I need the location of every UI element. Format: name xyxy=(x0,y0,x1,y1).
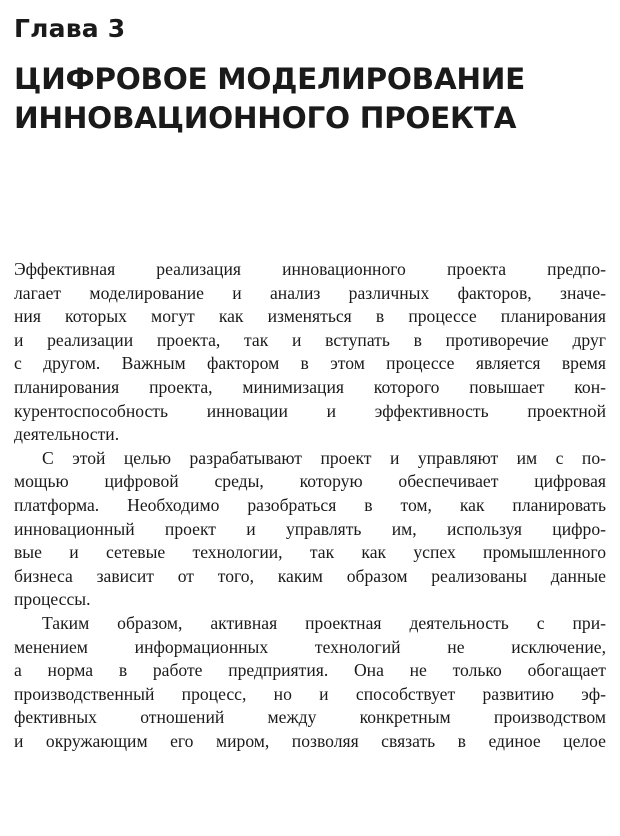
text-line: производственный процесс, но и способствует развитию эф- xyxy=(14,683,606,704)
text-line: с другом. Важным фактором в этом процессе является время xyxy=(14,353,606,374)
text-line: фективных отношений между конкретным производством xyxy=(14,707,606,728)
text-line: планирования проекта, минимизация которого повышает кон- xyxy=(14,376,606,397)
chapter-title xyxy=(14,60,604,138)
text-line: ния которых могут как изменяться в процессе планирования xyxy=(14,306,606,327)
text-line: мощью цифровой среды, которую обеспечивает цифровая xyxy=(14,471,606,492)
text-line: Эффективная реализация инновационного проекта предпо- xyxy=(14,259,606,279)
text-line: курентоспособность инновации и эффективность проектной xyxy=(14,400,606,421)
text-line: С этой целью разрабатывают проект и управляют им с по- xyxy=(42,447,606,468)
paragraph-3 xyxy=(14,612,606,754)
text-line: вые и сетевые технологии, так как успех промышленного xyxy=(14,542,606,563)
text-line: и окружающим его миром, позволяя связать в единое целое xyxy=(14,730,606,751)
text-line: деятельности. xyxy=(14,424,120,445)
text-line: бизнеса зависит от того, каким образом реализованы данные xyxy=(14,565,606,586)
chapter-title-line: ЦИФРОВОЕ МОДЕЛИРОВАНИЕ xyxy=(14,62,525,96)
paragraph-1 xyxy=(14,258,606,447)
text-line: инновационный проект и управлять им, используя цифро- xyxy=(14,518,606,539)
text-line: лагает моделирование и анализ различных факторов, значе- xyxy=(14,282,606,303)
text-line: платформа. Необходимо разобраться в том, как планировать xyxy=(14,494,606,515)
text-line: а норма в работе предприятия. Она не только обогащает xyxy=(14,660,606,681)
chapter-label: Глава 3 xyxy=(14,14,126,43)
text-line: и реализации проекта, так и вступать в противоречие друг xyxy=(14,329,606,350)
paragraph-2 xyxy=(14,447,606,612)
body-text xyxy=(14,258,606,753)
text-line: процессы. xyxy=(14,589,91,610)
text-line: менением информационных технологий не исключение, xyxy=(14,636,606,657)
text-line: Таким образом, активная проектная деятельность с при- xyxy=(42,612,606,633)
chapter-title-line: ИННОВАЦИОННОГО ПРОЕКТА xyxy=(14,101,517,135)
